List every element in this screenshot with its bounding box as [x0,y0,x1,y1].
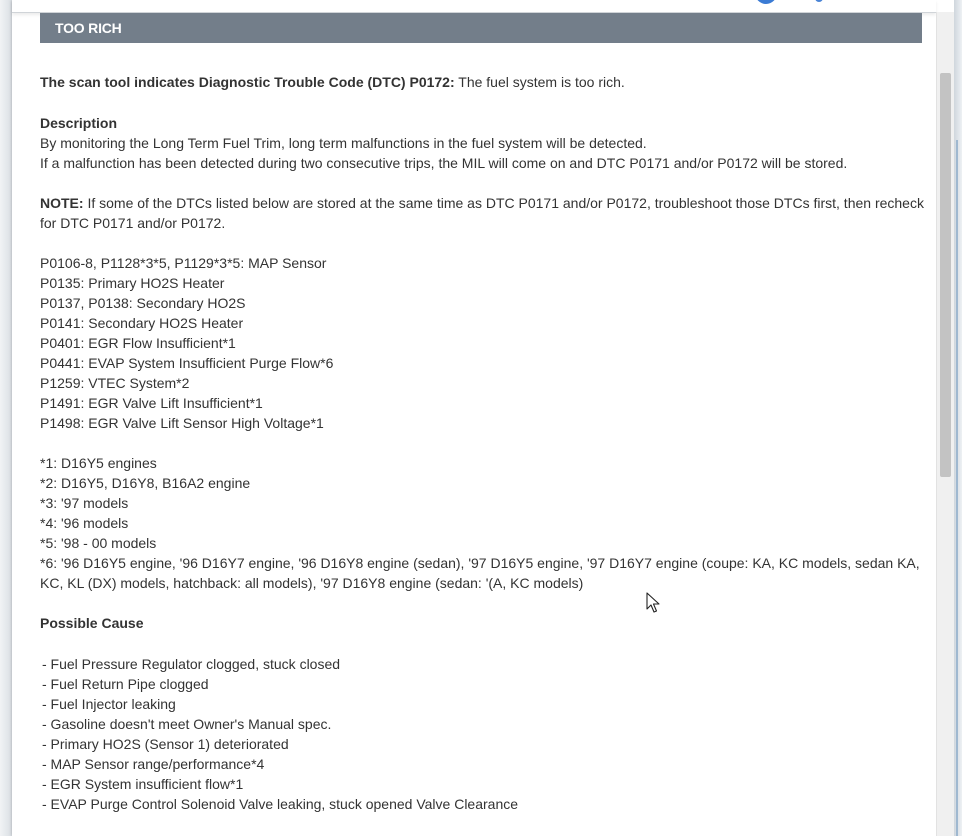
cause-list-item: - EVAP Purge Control Solenoid Valve leaking, stuck opened Valve Clearance [42,796,519,812]
cause-list-item: - Fuel Injector leaking [42,696,176,712]
dtc-list-item: P1491: EGR Valve Lift Insufficient*1 [40,395,263,411]
note-bold: NOTE: [40,195,84,211]
cause-list-item: - Fuel Pressure Regulator clogged, stuck closed [42,656,341,672]
description-heading: Description [40,115,118,131]
intro-bold: The scan tool indicates Diagnostic Trouble Code (DTC) P0172: [40,74,455,90]
description-line: If a malfunction has been detected during two consecutive trips, the MIL will come on and DTC P0171 and/or P0172 will be stored. [40,155,848,171]
description-line: By monitoring the Long Term Fuel Trim, long term malfunctions in the fuel system will be detected. [40,135,647,151]
possible-cause-heading: Possible Cause [40,615,144,631]
intro-paragraph [40,72,930,92]
dtc-list-item: P1498: EGR Valve Lift Sensor High Voltage*1 [40,415,324,431]
scrollbar-thumb[interactable] [940,73,951,477]
cause-list-item: - Gasoline doesn't meet Owner's Manual spec. [42,716,332,732]
toolbar-icon[interactable] [815,0,823,2]
dtc-list-item: P0401: EGR Flow Insufficient*1 [40,335,236,351]
mouse-cursor-icon [646,592,660,614]
left-window-edge [0,0,12,836]
help-icon[interactable] [755,0,777,4]
document-content [12,12,936,836]
footnote: *5: '98 - 00 models [40,535,157,551]
note-rest: If some of the DTCs listed below are stored at the same time as DTC P0171 and/or P0172, troubleshoot those DTCs first, then recheck for DTC P0171 and/or P0172. [40,195,924,231]
footnote: *1: D16Y5 engines [40,455,157,471]
right-window-edge [954,0,962,836]
footnote: *3: '97 models [40,495,129,511]
vertical-scrollbar[interactable] [936,12,954,836]
cause-list-item: - Primary HO2S (Sensor 1) deteriorated [42,736,289,752]
dtc-list-item: P0106-8, P1128*3*5, P1129*3*5: MAP Sensor [40,255,327,271]
footnote: *4: '96 models [40,515,129,531]
dtc-list-item: P0141: Secondary HO2S Heater [40,315,244,331]
footnote: *2: D16Y5, D16Y8, B16A2 engine [40,475,251,491]
dtc-list-item: P0135: Primary HO2S Heater [40,275,225,291]
section-header: TOO RICH [40,13,922,43]
cause-list-item: - EGR System insufficient flow*1 [42,776,244,792]
right-edge-accent [956,140,958,836]
cause-list-item: - MAP Sensor range/performance*4 [42,756,265,772]
cause-list-item: - Fuel Return Pipe clogged [42,676,209,692]
dtc-list-item: P0137, P0138: Secondary HO2S [40,295,246,311]
document-body [40,72,930,814]
document-dialog [12,0,954,836]
footnote: *6: '96 D16Y5 engine, '96 D16Y7 engine, '96 D16Y8 engine (sedan), '97 D16Y5 engine, '97 D16Y7 engine (coupe: KA, KC models, sedan KA, KC, KL (DX) models, hatchback: all models), '97 D16Y8 engine (sedan: '(A, KC models) [40,555,920,591]
note-paragraph [40,193,930,233]
intro-rest: The fuel system is too rich. [454,74,625,90]
dtc-list-item: P1259: VTEC System*2 [40,375,190,391]
dtc-list-item: P0441: EVAP System Insufficient Purge Flow*6 [40,355,334,371]
